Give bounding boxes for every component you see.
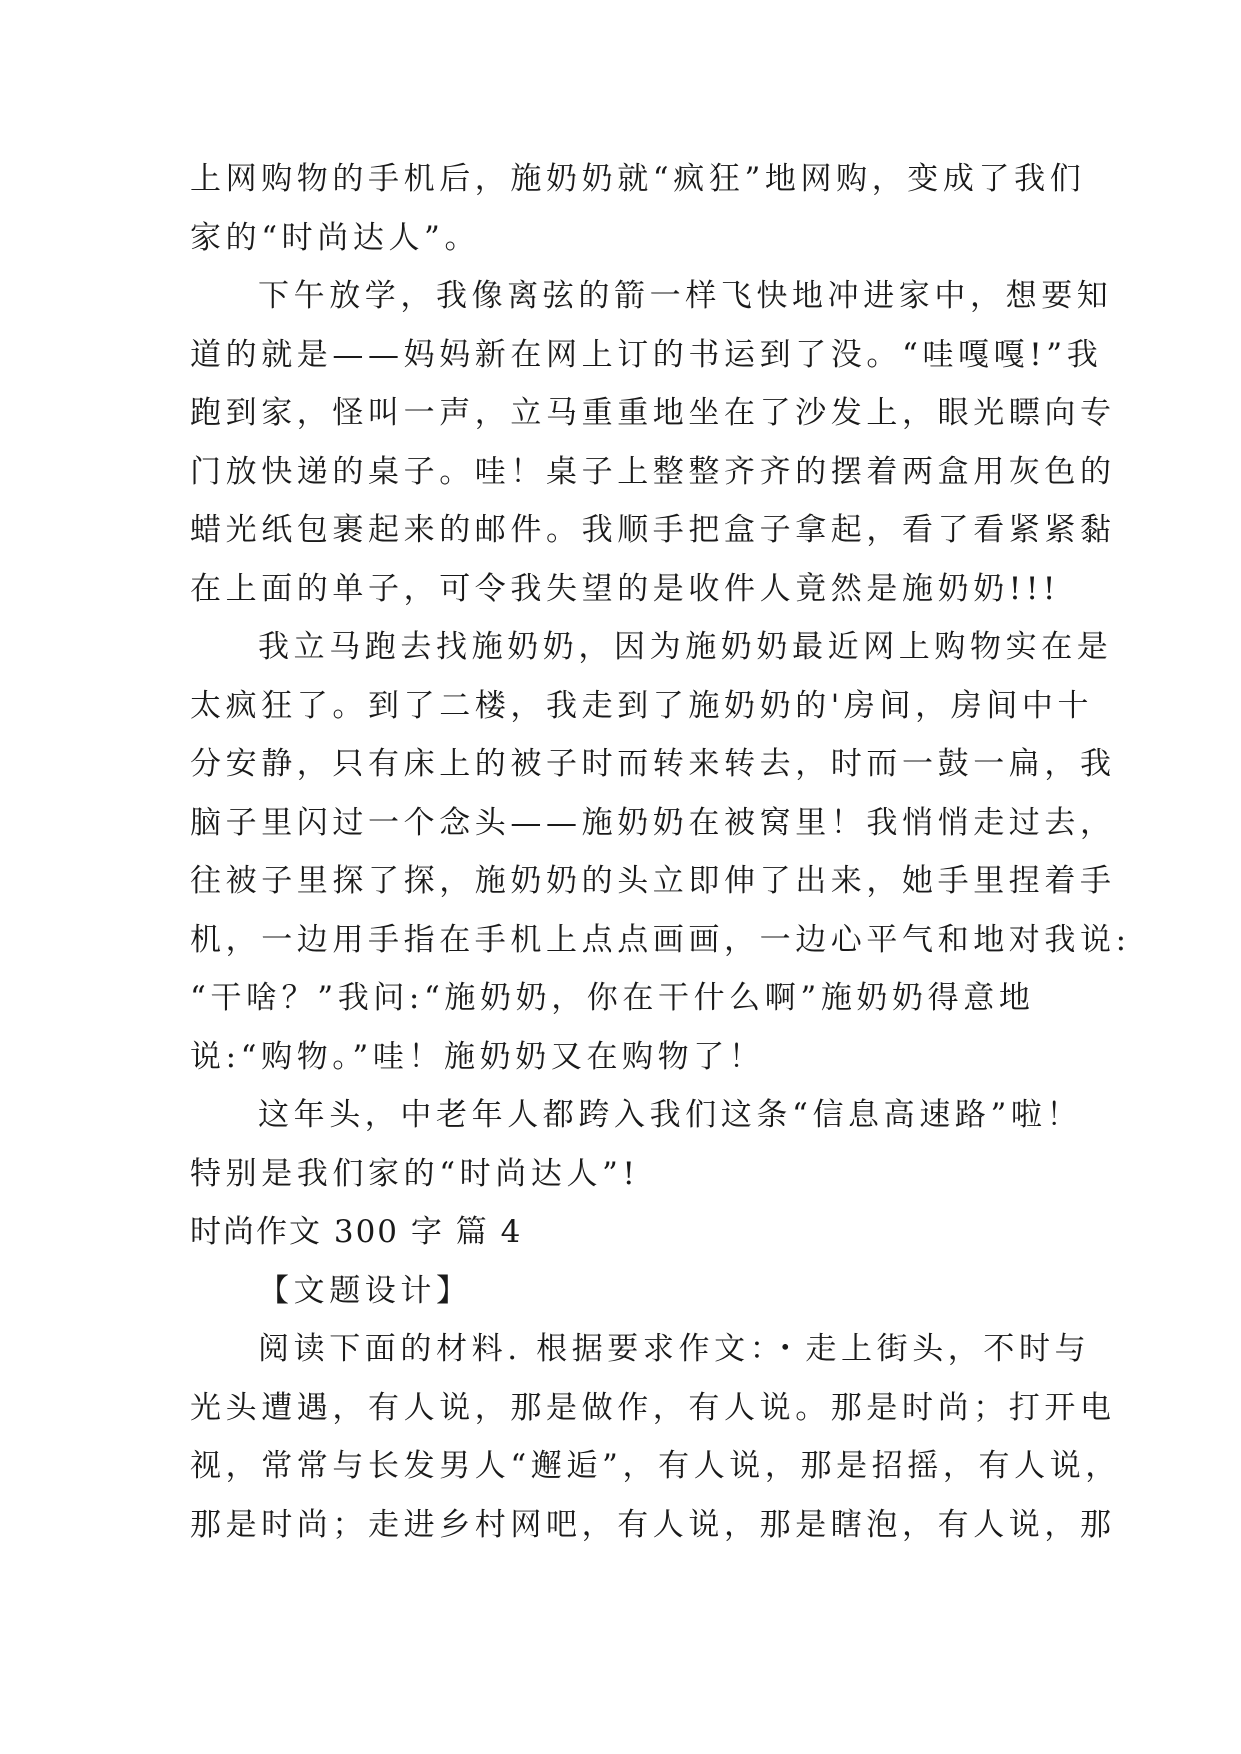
document-page: [190, 150, 1131, 1554]
text-line: 上网购物的手机后，施奶奶就“疯狂”地网购，变成了我们: [190, 161, 1086, 197]
text-line: 我立马跑去找施奶奶，因为施奶奶最近网上购物实在是: [258, 629, 1113, 665]
section-title: 时尚作文 300 字 篇 4: [190, 1214, 523, 1250]
text-line: 机，一边用手指在手机上点点画画，一边心平气和地对我说:: [190, 921, 1131, 958]
paragraph-after-school: [190, 267, 1116, 618]
text-line: 往被子里探了探，施奶奶的头立即伸了出来，她手里捏着手: [190, 863, 1116, 899]
text-line: 跑到家，怪叫一声，立马重重地坐在了沙发上，眼光瞟向专: [190, 395, 1116, 431]
topic-heading: 【文题设计】: [258, 1272, 472, 1309]
text-line: 特别是我们家的“时尚达人”!: [190, 1155, 640, 1192]
text-line: 说:“购物。”哇！施奶奶又在购物了！: [190, 1038, 765, 1075]
text-line: 道的就是——妈妈新在网上订的书运到了没。“哇嘎嘎!”我: [190, 336, 1103, 373]
text-line: 下午放学，我像离弦的箭一样飞快地冲进家中，想要知: [258, 278, 1113, 314]
text-line: 太疯狂了。到了二楼，我走到了施奶奶的'房间，房间中十: [190, 687, 1094, 724]
paragraph-intro-end: [190, 150, 1086, 267]
text-line: 门放快递的桌子。哇！桌子上整整齐齐的摆着两盒用灰色的: [190, 453, 1116, 490]
text-line: 蜡光纸包裹起来的邮件。我顺手把盒子拿起，看了看紧紧黏: [190, 512, 1116, 548]
text-line: 这年头，中老年人都跨入我们这条“信息高速路”啦！: [258, 1097, 1083, 1133]
text-line: 脑子里闪过一个念头——施奶奶在被窝里！我悄悄走过去，: [190, 804, 1116, 841]
paragraph-find-grandma: [190, 618, 1131, 1086]
text-line: 阅读下面的材料. 根据要求作文：・走上街头，不时与: [258, 1331, 1091, 1367]
text-line: 家的“时尚达人”。: [190, 219, 481, 256]
text-line: 视，常常与长发男人“邂逅”，有人说，那是招摇，有人说，: [190, 1448, 1121, 1484]
paragraph-conclusion: [190, 1086, 1083, 1203]
text-line: “干啥？”我问:“施奶奶，你在干什么啊”施奶奶得意地: [190, 980, 1035, 1016]
paragraph-material: [190, 1320, 1121, 1554]
text-line: 在上面的单子，可令我失望的是收件人竟然是施奶奶!!!: [190, 570, 1060, 607]
text-line: 光头遭遇，有人说，那是做作，有人说。那是时尚；打开电: [190, 1389, 1116, 1426]
text-line: 分安静，只有床上的被子时而转来转去，时而一鼓一扁，我: [190, 746, 1116, 782]
text-line: 那是时尚；走进乡村网吧，有人说，那是瞎泡，有人说，那: [190, 1506, 1116, 1543]
